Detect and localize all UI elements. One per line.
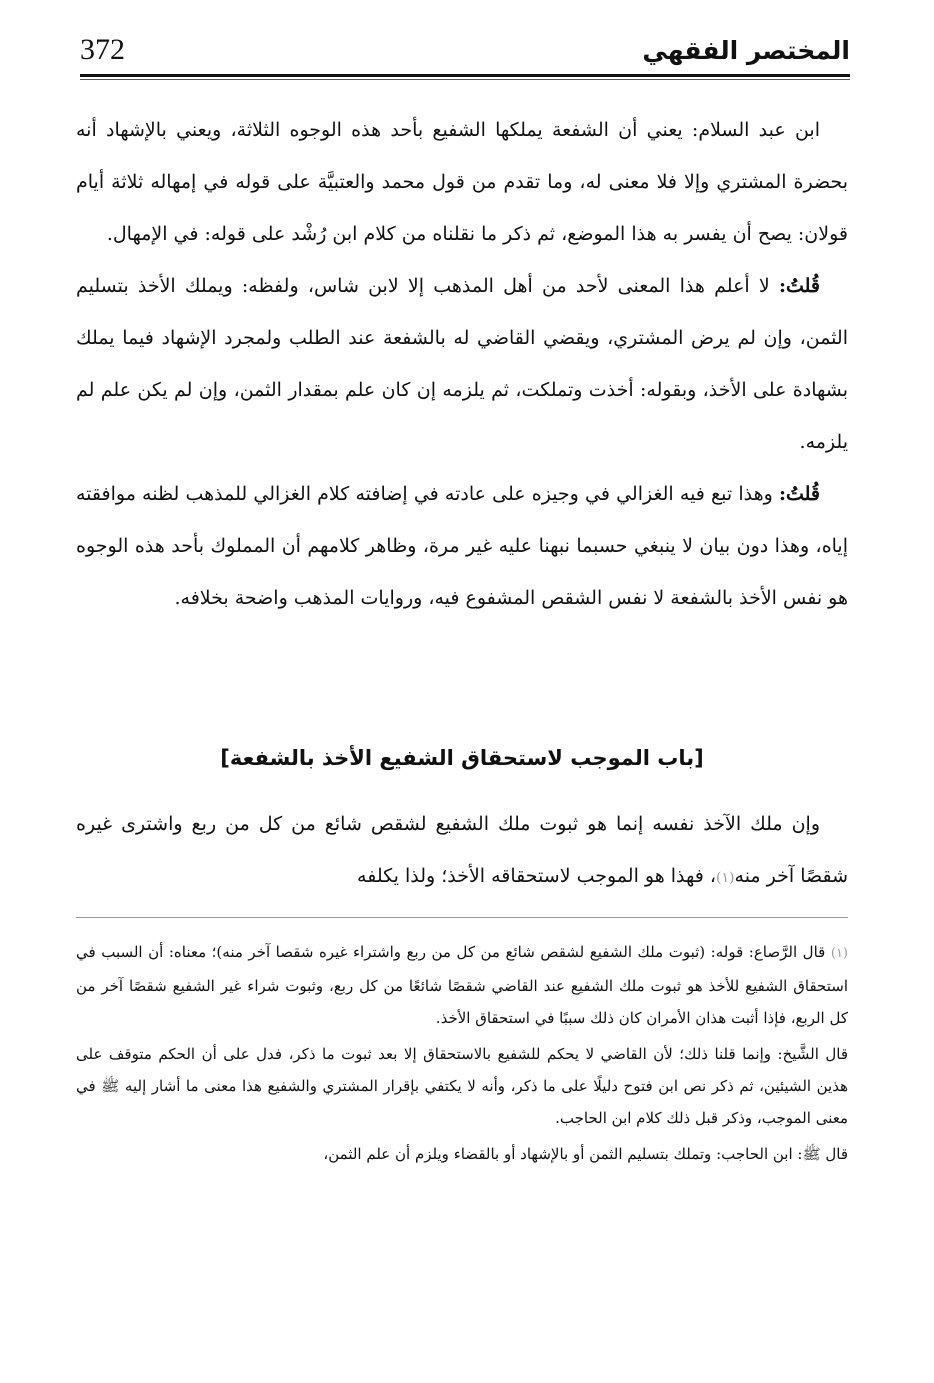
header-rule-thin [80,79,850,80]
section-heading: [باب الموجب لاستحقاق الشفيع الأخذ بالشفعة] [220,746,704,770]
qultu-marker: قُلتُ: [778,483,820,505]
paragraph-1: ابن عبد السلام: يعني أن الشفعة يملكها الشفيع بأحد هذه الوجوه الثلاثة، ويعني بالإشهاد أنه بحضرة المشتري وإلا فلا معنى له، وما تقدم من قول محمد والعتبيَّة على قوله في إمهاله ثلاثة أيام قولان: يصح أن يفسر به هذا الموضع، ثم ذكر ما نقلناه من كلام ابن رُشْد على قوله: في الإمهال. [76,119,848,245]
page-number: 372 [80,33,125,66]
page-header [80,30,850,74]
footnote-3: قال ﷺ: ابن الحاجب: وتملك بتسليم الثمن أو بالإشهاد أو بالقضاء ويلزم أن علم الثمن، [323,1145,848,1163]
paragraph-3-text: وهذا تبع فيه الغزالي في وجيزه على عادته في إضافته كلام الغزالي للمذهب لظنه موافقته إياه، وهذا دون بيان لا ينبغي حسبما نبهنا عليه غير مرة، وظاهر كلامهم أن المملوك بأحد هذه الوجوه هو نفس الأخذ بالشفعة لا نفس الشقص المشفوع فيه، وروايات المذهب واضحة بخلافه. [76,483,848,609]
footnote-1-text: قال الرَّصاع: قوله: (ثبوت ملك الشفيع لشقص شائع من كل من ربع واشتراء غيره شقصا آخر منه)؛ معناه: أن السبب في استحقاق الشفيع للأخذ هو ثبوت ملك الشفيع عند القاضي شقصًا شائعًا من كل ربع، وثبوت شراء غير الشفيع شقصًا آخر من كل الربع، فإذا أثبت هذان الأمران كان ذلك سببًا في استحقاق الأخذ. [76,943,848,1027]
footnote-ref[interactable]: (١) [716,870,735,886]
header-rule [80,74,850,77]
section-text-part: ، فهذا هو الموجب لاستحقاقه الأخذ؛ ولذا يكلفه [357,865,717,887]
qultu-marker: قُلتُ: [778,275,820,297]
section-paragraph [76,798,848,904]
footnote-rule [76,917,848,918]
paragraph-2-text: لا أعلم هذا المعنى لأحد من أهل المذهب إلا لابن شاس، ولفظه: ويملك الأخذ بتسليم الثمن، وإن لم يرض المشتري، ويقضي القاضي له بالشفعة عند الطلب ولمجرد الإشهاد فيما يملك بشهادة على الأخذ، وبقوله: أخذت وتملكت، ثم يلزمه إن كان علم بمقدار الثمن، وإن لم يكن علم لم يلزمه. [76,275,848,453]
footnote-2: قال الشَّيخ: وإنما قلنا ذلك؛ لأن القاضي لا يحكم للشفيع بالاستحقاق إلا بعد ثبوت ما ذكر، فدل على أن الحكم متوقف على هذين الشيئين، ثم ذكر نص ابن فتوح دليلًا على ما ذكر، وأنه لا يكتفي بإقرار المشتري والشفيع هذا معنى ما أشار إليه ﷺ في معنى الموجب، وذكر قبل ذلك كلام ابن الحاجب. [76,1045,848,1127]
running-title: المختصر الفقهي [642,36,850,65]
footnote-number: (١) [830,946,848,961]
main-text [76,104,848,624]
footnote-1 [76,936,848,1034]
footnotes [76,936,848,1174]
paragraph-3 [76,468,848,624]
paragraph-2 [76,260,848,468]
section-text-part: وإن ملك الآخذ نفسه إنما هو ثبوت ملك الشفيع لشقص شائع من كل من ربع واشترى غيره شقصًا آخر منه [76,813,848,887]
section-text [76,798,848,904]
